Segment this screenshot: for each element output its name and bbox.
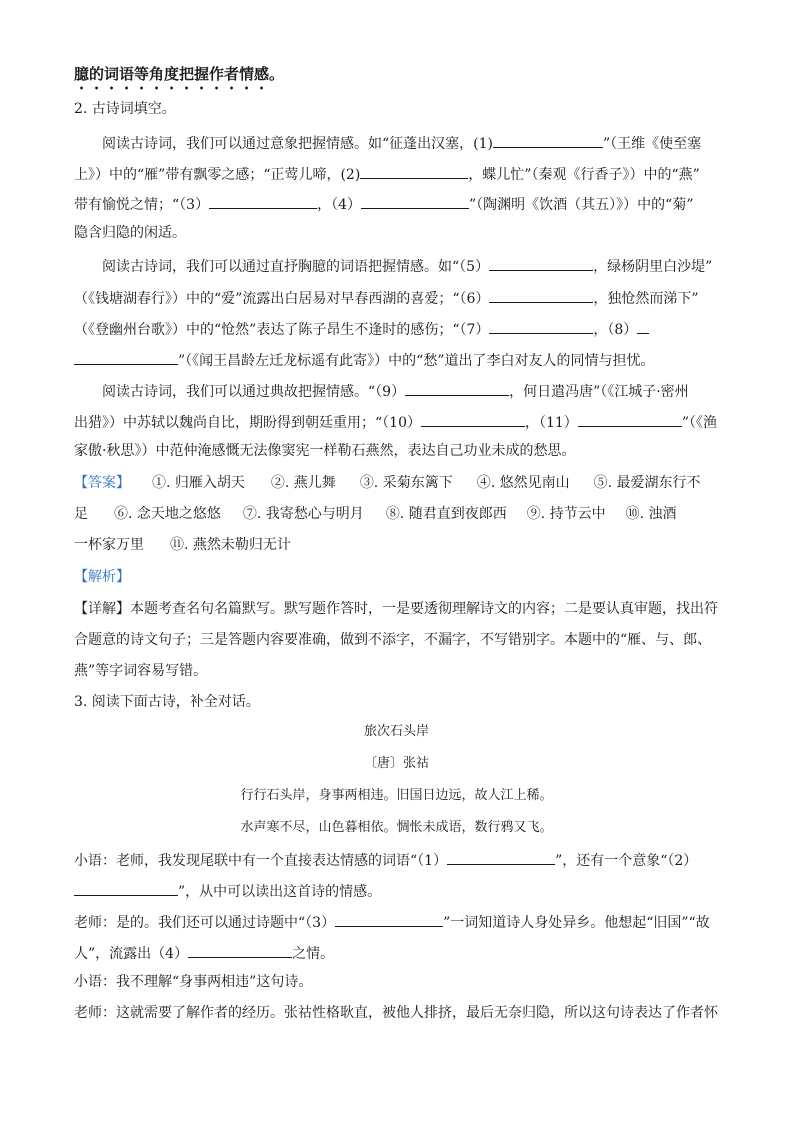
blank-4[interactable]	[361, 192, 469, 209]
answer-line1	[74, 473, 701, 493]
q3-blank-2[interactable]	[74, 879, 178, 896]
text: 阅读古诗词，我们可以通过直抒胸臆的词语把握情感。如“（5）	[102, 259, 490, 275]
q2-p2-line2	[74, 286, 699, 309]
answer-line3	[74, 535, 291, 555]
answer-10: ⑩. 浊酒	[625, 506, 677, 522]
blank-10[interactable]	[421, 410, 525, 427]
text: 上》）中的“雁”带有飘零之感；“正莺儿啼，(2)	[74, 167, 361, 183]
answer-3: ③. 采菊东篱下	[359, 475, 453, 491]
text: ”一词知道诗人身处异乡。他想起“旧国”“故	[443, 915, 710, 931]
text: ，（11）	[524, 415, 578, 431]
answer-label: 【答案】	[74, 475, 130, 491]
answer-8: ⑧. 随君直到夜郎西	[385, 506, 507, 522]
detail-line3: 燕”等字词容易写错。	[74, 663, 208, 679]
q2-p3-line2	[74, 410, 717, 433]
poem-author: 〔唐〕张祜	[363, 756, 429, 771]
dialog-line5: 小语：我不理解“身事两相违”这句诗。	[74, 974, 313, 990]
dialog-line6: 老师：这就需要了解作者的经历。张祜性格耿直，被他人排挤，最后无奈归隐，所以这句诗表达了作者怀	[74, 1005, 718, 1021]
answer-5-cont: 足	[74, 506, 88, 522]
text: 老师：是的。我们还可以通过诗题中“（3）	[74, 915, 336, 931]
text: ”（王维《使至塞	[603, 136, 702, 152]
q2-title: 2. 古诗词填空。	[74, 101, 176, 117]
answer-11: ⑪. 燕然未勒归无计	[170, 537, 291, 553]
blank-8-start[interactable]	[637, 317, 649, 334]
q3-title: 3. 阅读下面古诗，补全对话。	[74, 694, 260, 710]
blank-9[interactable]	[405, 379, 509, 396]
answer-4: ④. 悠然见南山	[476, 475, 570, 491]
text: 人”，流露出（4）	[74, 946, 189, 962]
detail-line2: 合题意的诗文句子；三是答题内容要准确，做到不添字，不漏字，不写错别字。本题中的“雁、与、郎、	[74, 632, 712, 648]
q2-p2-line4	[74, 348, 654, 371]
text: ”，从中可以读出这首诗的情感。	[178, 884, 382, 900]
q2-p3-line1	[102, 379, 689, 402]
text: （《登幽州台歌》）中的“怆然”表达了陈子昂生不逢时的感伤；“（7）	[74, 322, 490, 338]
q2-p1-line4: 隐含归隐的闲适。	[74, 225, 186, 241]
dialog-line3	[74, 910, 710, 933]
q2-p1-line2	[74, 162, 700, 185]
text: 之情。	[292, 946, 335, 962]
blank-5[interactable]	[489, 254, 593, 271]
text: 阅读古诗词，我们可以通过意象把握情感。如“征蓬出汉塞，(1)	[102, 136, 493, 152]
answer-6: ⑥. 念天地之悠悠	[114, 506, 221, 522]
q2-p1-line3	[74, 192, 693, 215]
q2-p2-line3	[74, 317, 649, 340]
q3-blank-1[interactable]	[447, 848, 555, 865]
text: ”（《渔	[681, 415, 717, 431]
answer-7: ⑦. 我寄愁心与明月	[242, 506, 364, 522]
text: ，绿杨阴里白沙堤”	[593, 259, 713, 275]
text: ，（8）	[593, 322, 638, 338]
answer-9: ⑨. 持节云中	[526, 506, 606, 522]
blank-8[interactable]	[74, 348, 178, 365]
detail-line1: 【详解】本题考查名句名篇默写。默写题作答时，一是要透彻理解诗文的内容；二是要认真审题，找出符	[74, 601, 718, 617]
blank-3[interactable]	[209, 192, 317, 209]
text: ，（4）	[317, 197, 361, 213]
text: 出猎》）中苏轼以魏尚自比，期盼得到朝廷重用；“（10）	[74, 415, 421, 431]
blank-1[interactable]	[493, 131, 603, 148]
answer-10-cont: 一杯家万里	[74, 537, 144, 553]
poem-line-2: 水声寒不尽，山色暮相依。惆怅未成语，数行鸦又飞。	[240, 820, 553, 835]
text: 小语：老师，我发现尾联中有一个直接表达情感的词语“（1）	[74, 853, 448, 869]
q3-blank-4[interactable]	[188, 941, 292, 958]
poem-title: 旅次石头岸	[363, 724, 429, 739]
text: ”，还有一个意象“（2）	[555, 853, 698, 869]
dialog-line4	[74, 941, 334, 964]
dialog-line1	[74, 848, 697, 871]
text: ”（《闻王昌龄左迁龙标遥有此寄》）中的“愁”道出了李白对友人的同情与担忧。	[178, 353, 655, 369]
text: 阅读古诗词，我们可以通过典故把握情感。“（9）	[102, 384, 406, 400]
answer-5: ⑤. 最爱湖东行不	[593, 475, 701, 491]
q2-p3-line3: 家傲·秋思》）中范仲淹感慨无法像窦宪一样勒石燕然，表达自己功业未成的愁思。	[74, 443, 576, 459]
q3-blank-3[interactable]	[335, 910, 443, 927]
q2-p1-line1	[102, 131, 701, 154]
answer-2: ②. 燕儿舞	[270, 475, 336, 491]
blank-7[interactable]	[489, 317, 593, 334]
analysis-label: 【解析】	[74, 569, 130, 585]
answer-1: ①. 归雁入胡天	[152, 475, 245, 491]
q2-p2-line1	[102, 254, 712, 277]
text: ”（陶渊明《饮酒（其五）》）中的“菊”	[469, 197, 694, 213]
top-fragment	[74, 64, 284, 93]
text: ，蝶儿忙”（秦观《行香子》）中的“燕”	[468, 167, 700, 183]
blank-11[interactable]	[578, 410, 682, 427]
poem-line-1: 行行石头岸，身事两相违。旧国日边远，故人江上稀。	[240, 788, 553, 803]
text: ，独怆然而涕下”	[593, 291, 699, 307]
text: （《钱塘湖春行》）中的“爱”流露出白居易对早春西湖的喜爱；“（6）	[74, 291, 490, 307]
text: 带有愉悦之情；“（3）	[74, 197, 210, 213]
text: ，何日遣冯唐”（《江城子·密州	[509, 384, 689, 400]
blank-2[interactable]	[360, 162, 468, 179]
answer-line2	[74, 504, 677, 524]
top-fragment-text: 臆的词语等角度把握作者情感。	[74, 65, 285, 83]
dialog-line2	[74, 879, 381, 902]
blank-6[interactable]	[489, 286, 593, 303]
